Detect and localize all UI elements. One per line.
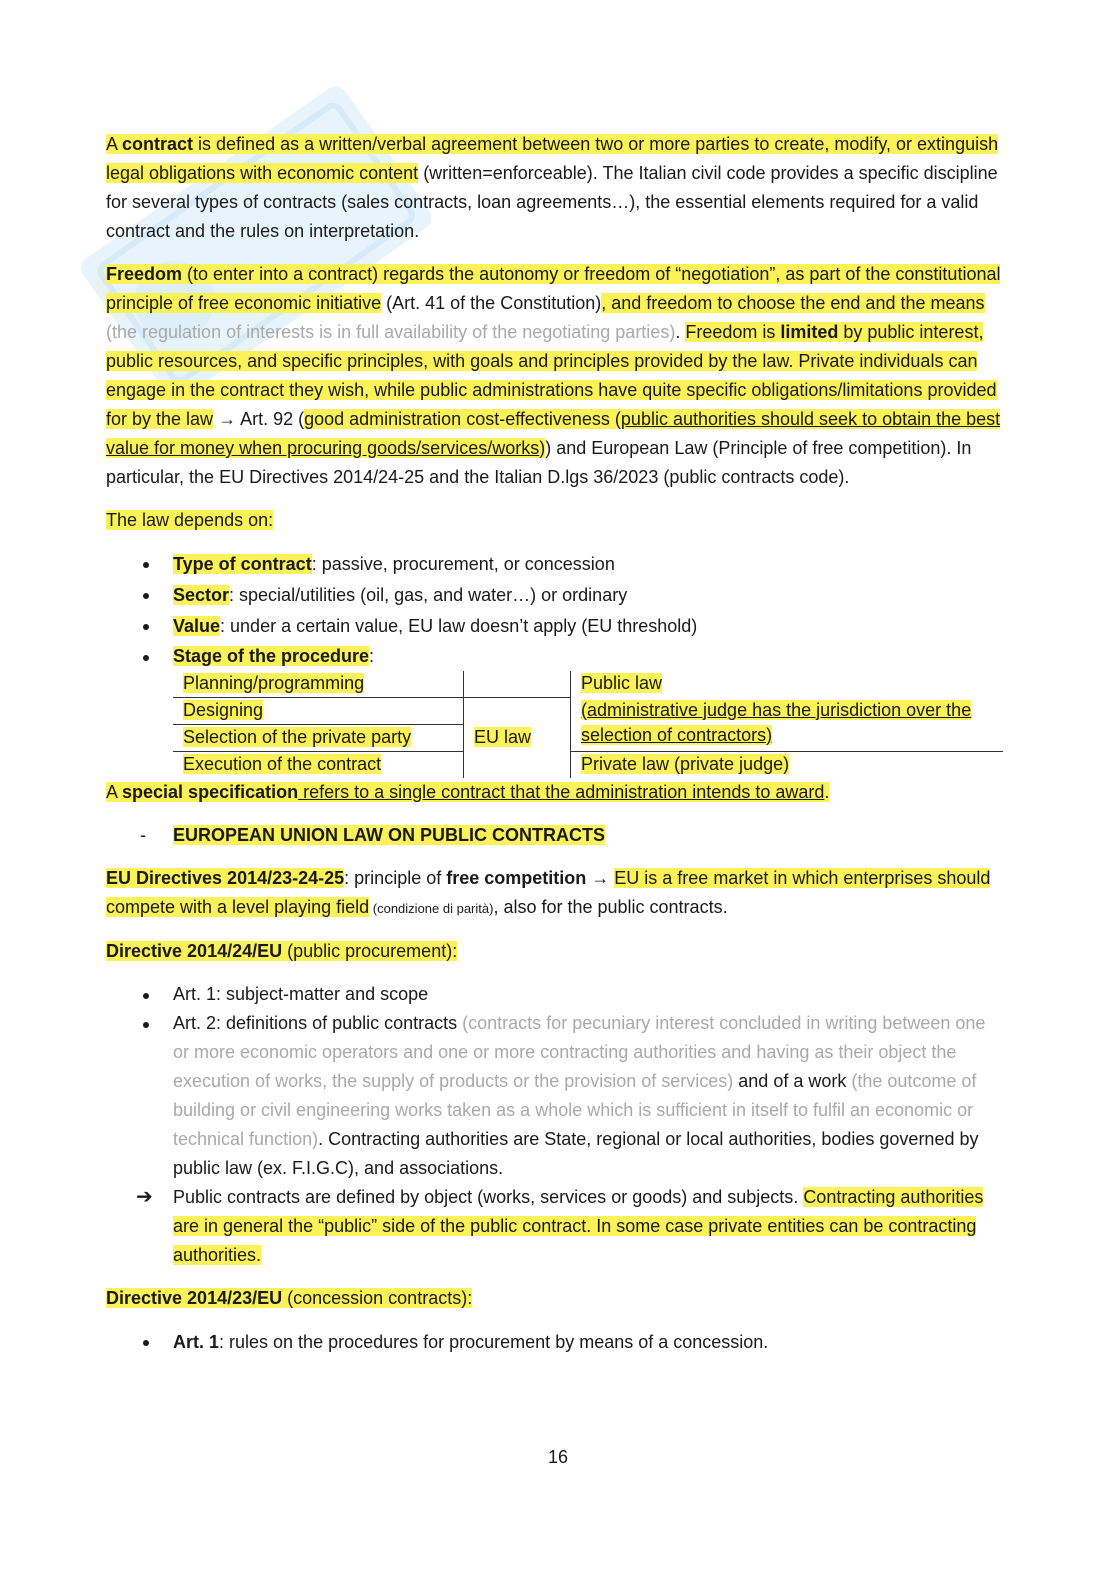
contract-definition-paragraph: A contract is defined as a written/verbal agreement between two or more parties to create, modify, or extinguish legal obligations with economic content (written=enforceable). The Italian civil code provides a specific discipline for several types of contracts (sales contracts, loan agreements…), the essential elements required for a valid contract and the rules on interpretation. xyxy=(106,134,999,241)
list-item: Sector: special/utilities (oil, gas, and water…) or ordinary xyxy=(106,580,1006,611)
arrow-bullet-item: ➔ Public contracts are defined by object (works, services or goods) and subjects. Contracting authorities are in general the “public” side of the public contract. In some case private entities can be contracting authorities. xyxy=(106,1183,1006,1270)
directive-24-heading: Directive 2014/24/EU (public procurement): xyxy=(106,941,458,961)
list-item: Stage of the procedure: xyxy=(106,642,1006,671)
factors-list xyxy=(106,549,1006,671)
table-row: Execution of the contract Private law (private judge) xyxy=(173,752,1003,779)
list-item: Art. 1: subject-matter and scope xyxy=(106,980,1006,1009)
directive-23-heading: Directive 2014/23/EU (concession contracts): xyxy=(106,1288,473,1308)
freedom-paragraph: Freedom (to enter into a contract) regards the autonomy or freedom of “negotiation”, as part of the constitutional principle of free economic initiative (Art. 41 of the Constitution), and freedom to choose the end and the means (the regulation of interests is in full availability of the negotiating parties). Freedom is limited by public interest, public resources, and specific principles, with goals and principles provided by the law. Private individuals can engage in the contract they wish, while public administrations have quite specific obligations/limitations provided for by the law → Art. 92 (good administration cost-effectiveness (public authorities should seek to obtain the best value for money when procuring goods/services/works)) and European Law (Principle of free competition). In particular, the EU Directives 2014/24-25 and the Italian D.lgs 36/2023 (public contracts code). xyxy=(106,264,1001,487)
table-row: Planning/programming Public law xyxy=(173,671,1003,698)
procedure-stage-table xyxy=(173,671,1003,778)
directive-24-list xyxy=(106,980,1006,1183)
arrow-right-icon: ➔ xyxy=(136,1186,153,1208)
document-page xyxy=(106,130,1006,1372)
list-item: Art. 1: rules on the procedures for procurement by means of a concession. xyxy=(106,1327,1006,1358)
table-row: Designing (administrative judge has the jurisdiction over the selection of contractors) xyxy=(173,698,1003,725)
law-depends-heading: The law depends on: xyxy=(106,510,274,530)
directive-23-list xyxy=(106,1327,1006,1358)
eu-directives-paragraph: EU Directives 2014/23-24-25: principle of free competition → EU is a free market in which enterprises should compete with a level playing field (condizione di parità), also for the public contracts. xyxy=(106,868,991,917)
page-number: 16 xyxy=(547,1447,569,1467)
section-heading: - EUROPEAN UNION LAW ON PUBLIC CONTRACTS xyxy=(140,825,605,845)
list-item: Type of contract: passive, procurement, or concession xyxy=(106,549,1006,580)
list-item: Value: under a certain value, EU law doesn’t apply (EU threshold) xyxy=(106,611,1006,642)
list-item: Art. 2: definitions of public contracts (contracts for pecuniary interest concluded in writing between one or more economic operators and one or more contracting authorities and having as their object the execution of works, the supply of products or the provision of services) and of a work (the outcome of building or civil engineering works taken as a whole which is sufficient in itself to fulfil an economic or technical function). Contracting authorities are State, regional or local authorities, bodies governed by public law (ex. F.I.G.C), and associations. xyxy=(106,1009,1006,1183)
contract-definition-highlight: A contract is defined as a written/verbal agreement between two or more parties to create, modify, or extinguish legal obligations with economic content xyxy=(106,134,999,183)
special-specification-paragraph: A special specification refers to a single contract that the administration intends to award. xyxy=(106,782,830,802)
table-row: Selection of the private party EU law xyxy=(173,725,1003,752)
